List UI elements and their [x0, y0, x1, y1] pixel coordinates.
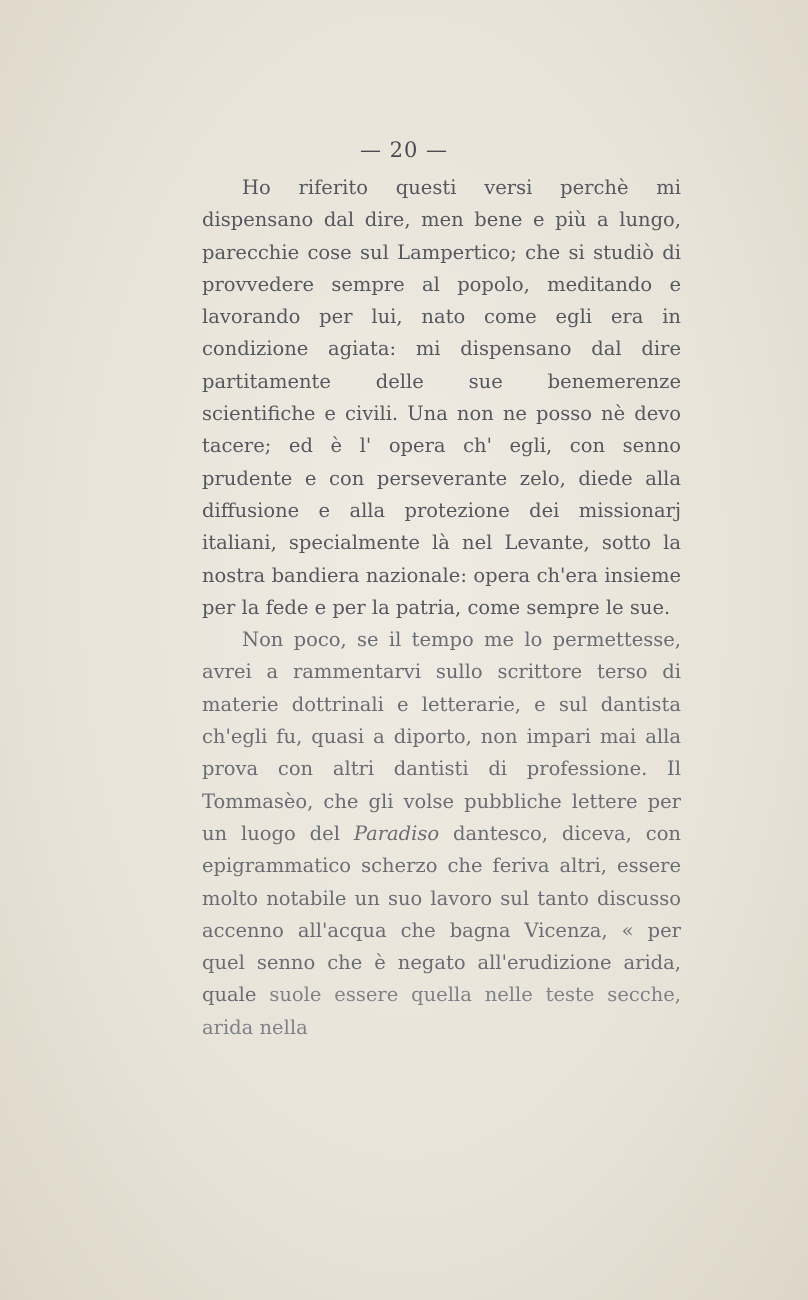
page-number: — 20 — [359, 138, 449, 162]
italic-title-paradiso: Paradiso [353, 821, 440, 845]
paragraph-2 [202, 624, 681, 1044]
paragraph-1: Ho riferito questi versi perchè mi dispensano dal dire, men bene e più a lungo, parecchie cose sul Lampertico; che si studiò di provvedere sempre al popolo, meditando e lavorando per lui, nato come egli era in condizione agiata: mi dispensano dal dire partitamente delle sue benemerenze scientifiche e civili. Una non ne posso nè devo tacere; ed è l' opera ch' egli, con senno prudente e con perseverante zelo, diede alla diffusione e alla protezione dei missionarj italiani, specialmente là nel Levante, sotto la nostra bandiera nazionale: opera ch'era insieme per la fede e per la patria, come sempre le sue. [202, 176, 681, 619]
body-text [202, 172, 681, 1044]
paragraph-2-text-end: suole essere quella nelle teste secche, arida nella [202, 983, 681, 1039]
paragraph-2-text-start: Non poco, se il tempo me lo permettesse, avrei a rammentarvi sullo scrittore terso di materie dottrinali e letterarie, e sul dantista ch'egli fu, quasi a diporto, non impari mai alla prova con altri dantisti di professione. Il Tommasèo, che gli volse pubbliche lettere per un luogo del [202, 628, 681, 845]
paragraph-2-text-middle: dantesco, diceva, con epigrammatico scherzo che feriva altri, essere molto notabile un suo lavoro sul tanto discusso accenno all'acqua che bagna Vicenza, « per quel senno che è negato all'erudizione arida, quale [202, 821, 681, 1007]
